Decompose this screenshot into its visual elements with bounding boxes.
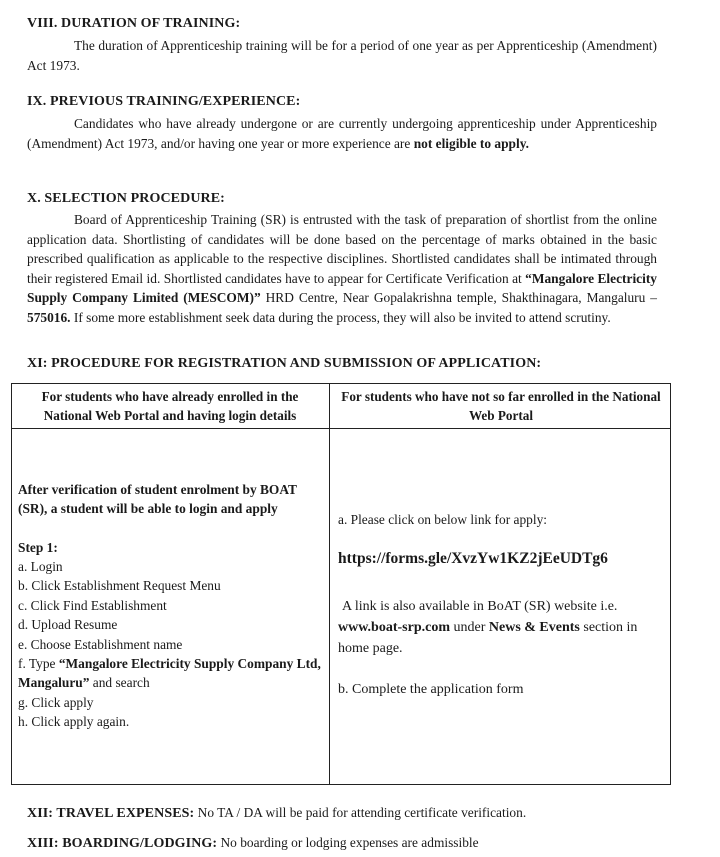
boat-website-link[interactable]: www.boat-srp.com bbox=[338, 620, 450, 635]
heading-travel-expenses: XII: TRAVEL EXPENSES: bbox=[27, 806, 195, 821]
previous-training-paragraph: Candidates who have already undergone or are currently undergoing apprenticeship under Apprenticeship (Amendment) Act 1973, and/or having one year or more experience are not eligible to apply. bbox=[27, 116, 657, 151]
complete-application-instruction: b. Complete the application form bbox=[338, 682, 524, 697]
heading-registration-procedure: XI: PROCEDURE FOR REGISTRATION AND SUBMISSION OF APPLICATION: bbox=[27, 356, 542, 371]
step-item-upload-resume: d. Upload Resume bbox=[18, 617, 118, 633]
table-column-divider bbox=[329, 384, 330, 784]
table-header-divider bbox=[12, 428, 670, 429]
duration-paragraph: The duration of Apprenticeship training will be for a period of one year as per Apprenticeship (Amendment) Act 1973. bbox=[27, 38, 657, 73]
apply-link-instruction: a. Please click on below link for apply: bbox=[338, 512, 547, 527]
not-eligible-text: not eligible to apply. bbox=[413, 135, 530, 151]
step-item-choose-establishment: e. Choose Establishment name bbox=[18, 636, 183, 652]
column-header-enrolled: For students who have already enrolled in the National Web Portal and having login details bbox=[41, 389, 299, 423]
heading-selection-procedure: X. SELECTION PROCEDURE: bbox=[27, 191, 225, 206]
step-item-find-establishment: c. Click Find Establishment bbox=[18, 597, 167, 613]
news-events-text: News & Events bbox=[488, 620, 580, 635]
step-item-click-apply: g. Click apply bbox=[18, 694, 94, 710]
step-item-type-name: f. Type “Mangalore Electricity Supply Company Ltd, Mangaluru” and search bbox=[18, 656, 321, 691]
step-1-title: Step 1: bbox=[18, 540, 58, 555]
heading-boarding-lodging: XIII: BOARDING/LODGING: bbox=[27, 836, 218, 851]
pincode: 575016. bbox=[27, 309, 71, 325]
website-availability-note: A link is also available in BoAT (SR) website i.e. www.boat-srp.com under News & Events section in home page. bbox=[338, 599, 638, 656]
enrolled-intro: After verification of student enrolment by BOAT (SR), a student will be able to login and apply bbox=[18, 482, 297, 517]
travel-expenses-line: XII: TRAVEL EXPENSES: No TA / DA will be paid for attending certificate verification. bbox=[27, 805, 527, 821]
mescom-name: “Mangalore Electricity Supply Company Limited (MESCOM)” bbox=[27, 270, 657, 306]
heading-previous-training: IX. PREVIOUS TRAINING/EXPERIENCE: bbox=[27, 94, 301, 109]
heading-duration-of-training: VIII. DURATION OF TRAINING: bbox=[27, 16, 241, 31]
selection-procedure-paragraph: Board of Apprenticeship Training (SR) is entrusted with the task of preparation of shortlist from the online application data. Shortlisting of candidates will be done based on the percentage of marks obtained in the basic prescribed qualification as applicable to the respective disciplines. Shortlisted candidates shall be intimated through their registered Email id. Shortlisted candidates have to appear for Certificate Verification at “Mangalore Electricity Supply Company Limited (MESCOM)” HRD Centre, Near Gopalakrishna temple, Shakthinagara, Mangaluru – 575016. If some more establishment seek data during the process, they will also be invited to attend scrutiny. bbox=[27, 212, 657, 325]
step-item-login: a. Login bbox=[18, 559, 63, 574]
boarding-lodging-line: XIII: BOARDING/LODGING: No boarding or lodging expenses are admissible bbox=[27, 835, 479, 851]
step-item-establishment-request: b. Click Establishment Request Menu bbox=[18, 578, 221, 594]
apply-form-link[interactable]: https://forms.gle/XvzYw1KZ2jEeUDTg6 bbox=[338, 550, 608, 567]
column-header-not-enrolled: For students who have not so far enrolled in the National Web Portal bbox=[341, 389, 661, 423]
step-item-click-apply-again: h. Click apply again. bbox=[18, 714, 130, 730]
step-list bbox=[18, 557, 324, 732]
registration-table bbox=[11, 383, 671, 785]
